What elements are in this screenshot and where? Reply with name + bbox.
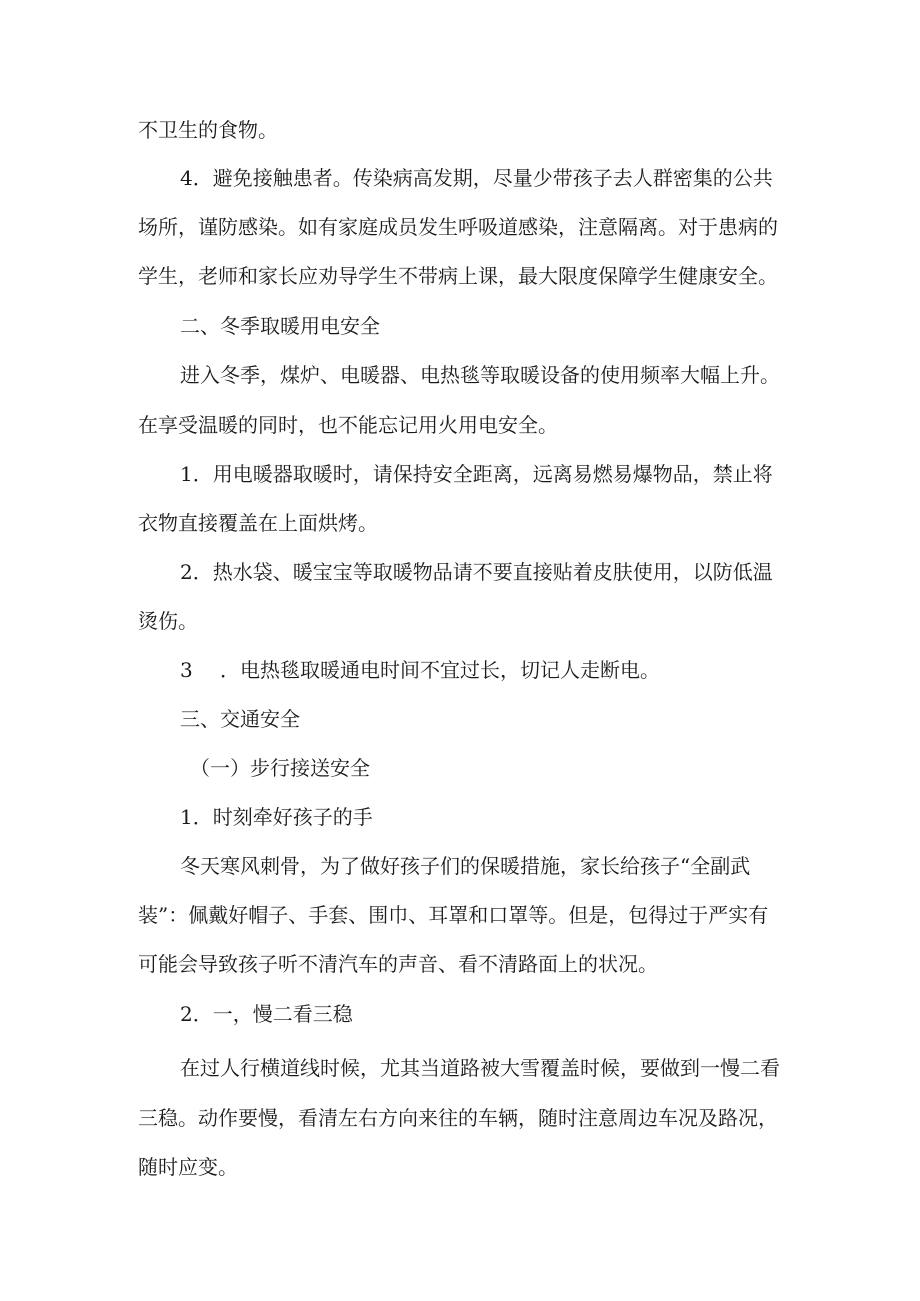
text-line: 场所，谨防感染。如有家庭成员发生呼吸道感染，注意隔离。对于患病的 [138, 215, 778, 239]
paragraph-text: 在过人行横道线时候，尤其当道路被大雪覆盖时候，要做到一慢二看 [180, 1056, 780, 1080]
text-line: 随时应变。 [138, 1155, 238, 1179]
list-item-text: 4．避免接触患者。传染病高发期，尽量少带孩子去人群密集的公共 [180, 166, 773, 190]
list-item-number: 3 [180, 658, 193, 682]
text-line: 在享受温暖的同时，也不能忘记用火用电安全。 [138, 413, 558, 437]
text-line: 学生，老师和家长应劝导学生不带病上课，最大限度保障学生健康安全。 [138, 264, 778, 288]
text-line: 可能会导致孩子听不清汽车的声音、看不清路面上的状况。 [138, 952, 658, 976]
paragraph-text: 进入冬季，煤炉、电暖器、电热毯等取暖设备的使用频率大幅上升。 [180, 363, 780, 387]
list-item-text: 2．热水袋、暖宝宝等取暖物品请不要直接贴着皮肤使用，以防低温 [180, 560, 773, 584]
list-item-text: ．电热毯取暖通电时间不宜过长，切记人走断电。 [220, 658, 660, 682]
text-line: 衣物直接覆盖在上面烘烤。 [138, 511, 378, 535]
section-heading: 三、交通安全 [180, 707, 300, 731]
text-line: 不卫生的食物。 [138, 118, 278, 142]
subsection-heading: （一）步行接送安全 [190, 756, 370, 780]
list-item-heading: 2．一，慢二看三稳 [180, 1002, 353, 1026]
text-line: 三稳。动作要慢，看清左右方向来往的车辆，随时注意周边车况及路况， [138, 1106, 778, 1130]
text-line: 烫伤。 [138, 609, 198, 633]
paragraph-text: 冬天寒风刺骨，为了做好孩子们的保暖措施，家长给孩子“全副武 [180, 854, 751, 878]
section-heading: 二、冬季取暖用电安全 [180, 314, 380, 338]
list-item-heading: 1．时刻牵好孩子的手 [180, 805, 373, 829]
text-line: 装”：佩戴好帽子、手套、围巾、耳罩和口罩等。但是，包得过于严实有 [138, 903, 769, 927]
list-item-text: 1．用电暖器取暖时，请保持安全距离，远离易燃易爆物品，禁止将 [180, 462, 773, 486]
